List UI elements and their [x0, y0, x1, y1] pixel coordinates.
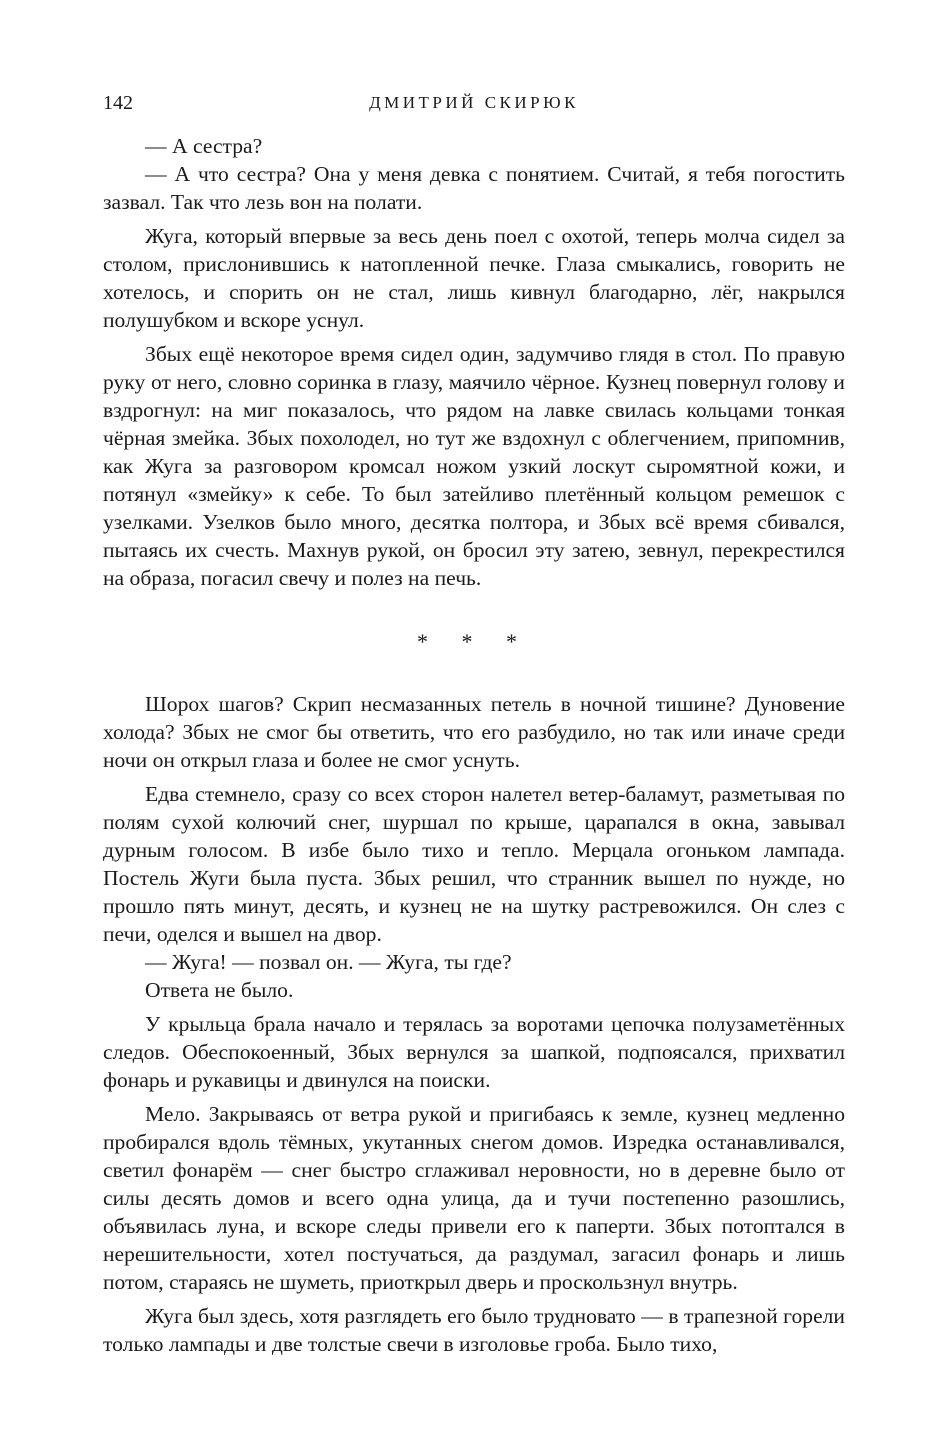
paragraph: Жуга, который впервые за весь день поел с охотой, теперь молча сидел за столом, прислонившись к натопленной печке. Глаза смыкались, говорить не хотелось, и спорить он не стал, лишь кивнул благодарно, лёг, накрылся полушубком и вскоре уснул. [103, 224, 845, 332]
book-page [103, 88, 845, 1358]
paragraph: Мело. Закрываясь от ветра рукой и пригибаясь к земле, кузнец медленно пробирался вдоль тёмных, укутанных снегом домов. Изредка останавливался, светил фонарём — снег быстро сглаживал неровности, но в деревне было от силы десять домов и всего одна улица, да и тучи постепенно разошлись, объявилась луна, и вскоре следы привели его к паперти. Збых потоптался в нерешительности, хотел постучаться, да раздумал, загасил фонарь и лишь потом, стараясь не шуметь, приоткрыл дверь и проскользнул внутрь. [103, 1102, 845, 1294]
paragraph: — А сестра? [145, 134, 263, 158]
body-text [103, 132, 845, 1358]
running-head [103, 88, 845, 118]
paragraph: Збых ещё некоторое время сидел один, задумчиво глядя в стол. По правую руку от него, словно соринка в глазу, маячило чёрное. Кузнец повернул голову и вздрогнул: на миг показалось, что рядом на лавке свилась кольцами тонкая чёрная змейка. Збых похолодел, но тут же вздохнул с облегчением, припомнив, как Жуга за разговором кромсал ножом узкий лоскут сыромятной кожи, и потянул «змейку» к себе. То был затейливо плетённый кольцом ремешок с узелками. Узелков было много, десятка полтора, и Збых всё время сбивался, пытаясь их счесть. Махнув рукой, он бросил эту затею, зевнул, перекрестился на образа, погасил свечу и полез на печь. [103, 342, 845, 590]
page-number: 142 [103, 92, 133, 114]
paragraph: У крыльца брала начало и терялась за воротами цепочка полузаметённых следов. Обеспокоенный, Збых вернулся за шапкой, подпоясался, прихватил фонарь и рукавицы и двинулся на поиски. [103, 1012, 845, 1092]
paragraph: Жуга был здесь, хотя разглядеть его было трудновато — в трапезной горели только лампады и две толстые свечи в изголовье гроба. Было тихо, [103, 1304, 845, 1356]
paragraph: Шорох шагов? Скрип несмазанных петель в ночной тишине? Дуновение холода? Збых не смог бы ответить, что его разбудило, но так или иначе среди ночи он открыл глаза и более не смог уснуть. [103, 692, 845, 772]
paragraph: Ответа не было. [145, 978, 294, 1002]
section-separator: * * * [417, 629, 531, 654]
running-head-author: ДМИТРИЙ СКИРЮК [369, 93, 579, 112]
paragraph: Едва стемнело, сразу со всех сторон налетел ветер-баламут, разметывая по полям сухой колючий снег, шуршал по крыше, царапался в окна, завывал дурным голосом. В избе было тихо и тепло. Мерцала огоньком лампада. Постель Жуги была пуста. Збых решил, что странник вышел по нужде, но прошло пять минут, десять, и кузнец не на шутку растревожился. Он слез с печи, оделся и вышел на двор. [103, 782, 845, 946]
paragraph: — Жуга! — позвал он. — Жуга, ты где? [145, 950, 512, 974]
paragraph: — А что сестра? Она у меня девка с понятием. Считай, я тебя погостить зазвал. Так что лезь вон на полати. [103, 162, 845, 214]
